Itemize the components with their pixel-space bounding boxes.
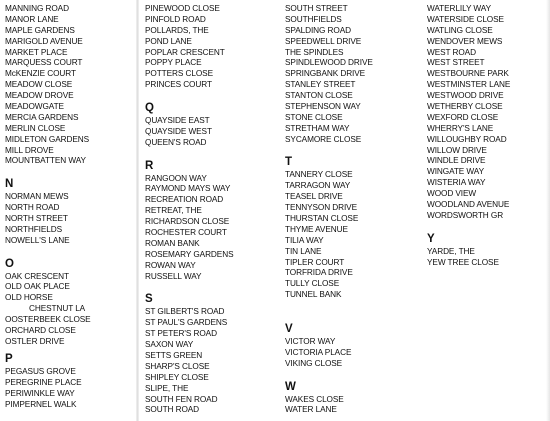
- street-name-entry: NORTH STREET: [5, 213, 68, 224]
- street-name-entry: MANOR LANE: [5, 13, 59, 24]
- street-name-entry: SOUTH ROAD: [145, 404, 200, 415]
- street-name-entry: VIKING CLOSE: [285, 357, 343, 368]
- street-name-entry: RETREAT, THE: [145, 205, 202, 216]
- street-name-entry: WATERLILY WAY: [427, 3, 492, 13]
- street-name-entry: RAYMOND MAYS WAY: [145, 183, 231, 194]
- street-name-entry: ST PAUL'S GARDENS: [145, 317, 228, 328]
- index-column-3: [285, 3, 425, 415]
- street-name-entry: ST GILBERT'S ROAD: [145, 306, 225, 317]
- street-name-entry: SPALDING ROAD: [285, 24, 351, 35]
- section-letter-heading: Q: [145, 102, 154, 115]
- street-name-entry: RANGOON WAY: [145, 172, 207, 183]
- street-name-entry: WAKES CLOSE: [285, 393, 344, 404]
- street-name-entry: WOOD VIEW: [427, 188, 477, 199]
- section-spacer: [285, 145, 425, 156]
- street-name-entry: WEXFORD CLOSE: [427, 111, 499, 122]
- street-name-entry: ST PETER'S ROAD: [145, 328, 217, 339]
- street-name-entry: TANNERY CLOSE: [285, 169, 353, 180]
- street-name-entry: WESTMINSTER LANE: [427, 79, 511, 90]
- section-spacer: [145, 148, 283, 159]
- street-name-entry: MERLIN CLOSE: [5, 122, 66, 133]
- street-name-entry: MILL DROVE: [5, 144, 54, 155]
- street-name-entry: WISTERIA WAY: [427, 177, 486, 188]
- section-letter-heading: O: [5, 257, 14, 270]
- street-name-entry: McKENZIE COURT: [5, 68, 76, 79]
- street-name-entry: TORFRIDA DRIVE: [285, 267, 353, 278]
- street-name-entry: RECREATION ROAD: [145, 194, 224, 205]
- street-name-entry: TARRAGON WAY: [285, 180, 351, 191]
- index-column-2: [145, 3, 283, 415]
- street-name-entry: MEADOWGATE: [5, 101, 64, 112]
- street-name-entry: PERIWINKLE WAY: [5, 387, 75, 398]
- street-name-entry: WINDLE DRIVE: [427, 155, 486, 166]
- section-letter-heading: R: [145, 159, 154, 172]
- street-name-entry: STRETHAM WAY: [285, 122, 350, 133]
- section-spacer: [285, 300, 425, 311]
- street-name-entry: THYME AVENUE: [285, 223, 348, 234]
- street-name-entry: THURSTAN CLOSE: [285, 213, 359, 224]
- street-name-entry: TENNYSON DRIVE: [285, 202, 357, 213]
- section-spacer: [5, 166, 140, 177]
- street-name-entry: WHERRY'S LANE: [427, 122, 494, 133]
- street-name-entry: MIDLETON GARDENS: [5, 133, 90, 144]
- street-name-entry: WESTWOOD DRIVE: [427, 90, 504, 101]
- section-letter-heading: N: [5, 178, 14, 191]
- street-name-entry: POND LANE: [145, 35, 192, 46]
- street-name-entry: CHESTNUT LA: [29, 303, 86, 314]
- street-name-entry: PEGASUS GROVE: [5, 365, 76, 376]
- section-spacer: [145, 281, 283, 292]
- street-name-entry: MARKET PLACE: [5, 46, 68, 57]
- section-letter-heading: P: [5, 352, 13, 365]
- street-name-entry: SOUTH STREET: [285, 3, 348, 13]
- street-name-entry: NORMAN MEWS: [5, 191, 69, 202]
- street-name-entry: TIPLER COURT: [285, 256, 345, 267]
- street-name-entry: TIN LANE: [285, 245, 322, 256]
- street-name-entry: STONE CLOSE: [285, 111, 343, 122]
- index-column-1: [5, 3, 140, 409]
- street-name-entry: SYCAMORE CLOSE: [285, 133, 362, 144]
- street-name-entry: WINGATE WAY: [427, 166, 484, 177]
- street-name-entry: MERCIA GARDENS: [5, 111, 79, 122]
- street-name-entry: TUNNEL BANK: [285, 289, 342, 300]
- section-letter-heading: T: [285, 156, 293, 169]
- street-name-entry: POPPY PLACE: [145, 57, 202, 68]
- street-name-entry: RICHARDSON CLOSE: [145, 216, 230, 227]
- street-name-entry: NORTHFIELDS: [5, 223, 63, 234]
- street-name-entry: QUAYSIDE WEST: [145, 125, 212, 136]
- street-name-entry: OLD OAK PLACE: [5, 281, 70, 292]
- street-name-entry: MOUNTBATTEN WAY: [5, 155, 86, 166]
- street-name-entry: MEADOW CLOSE: [5, 79, 73, 90]
- street-name-entry: PINEWOOD CLOSE: [145, 3, 220, 13]
- street-name-entry: ROCHESTER COURT: [145, 227, 227, 238]
- section-spacer: [285, 311, 425, 322]
- street-name-entry: WEST STREET: [427, 57, 485, 68]
- street-name-entry: MARQUESS COURT: [5, 57, 83, 68]
- street-name-entry: OOSTERBEEK CLOSE: [5, 314, 91, 325]
- street-name-entry: SAXON WAY: [145, 339, 194, 350]
- section-spacer: [145, 90, 283, 101]
- street-name-entry: POPLAR CRESCENT: [145, 46, 225, 57]
- street-name-entry: SOUTH FEN ROAD: [145, 393, 218, 404]
- street-name-entry: YARDE, THE: [427, 245, 475, 256]
- street-name-entry: SPEEDWELL DRIVE: [285, 35, 362, 46]
- street-name-entry: WEST ROAD: [427, 46, 476, 57]
- street-name-entry: TULLY CLOSE: [285, 278, 340, 289]
- street-name-entry: WILLOUGHBY ROAD: [427, 133, 507, 144]
- street-name-entry: WESTBOURNE PARK: [427, 68, 509, 79]
- street-name-entry: POLLARDS, THE: [145, 24, 209, 35]
- street-name-entry: WATERSIDE CLOSE: [427, 13, 504, 24]
- street-name-entry: ROWAN WAY: [145, 259, 196, 270]
- street-name-entry: QUEEN'S ROAD: [145, 136, 207, 147]
- street-name-entry: WETHERBY CLOSE: [427, 101, 503, 112]
- street-name-entry: YEW TREE CLOSE: [427, 256, 499, 267]
- index-column-4: [427, 3, 547, 267]
- section-letter-heading: S: [145, 293, 153, 306]
- street-name-entry: THE SPINDLES: [285, 46, 344, 57]
- street-name-entry: WATER LANE: [285, 404, 337, 415]
- street-name-entry: TILIA WAY: [285, 234, 324, 245]
- street-name-entry: RUSSELL WAY: [145, 270, 202, 281]
- street-name-entry: WATLING CLOSE: [427, 24, 493, 35]
- street-name-entry: SETTS GREEN: [145, 349, 203, 360]
- street-name-entry: NOWELL'S LANE: [5, 234, 70, 245]
- street-name-entry: VICTORIA PLACE: [285, 346, 352, 357]
- street-name-entry: TEASEL DRIVE: [285, 191, 343, 202]
- street-name-entry: STANTON CLOSE: [285, 90, 353, 101]
- street-name-entry: NORTH ROAD: [5, 202, 60, 213]
- street-name-entry: WILLOW DRIVE: [427, 144, 487, 155]
- street-name-entry: VICTOR WAY: [285, 335, 336, 346]
- street-name-entry: OSTLER DRIVE: [5, 335, 65, 346]
- street-name-entry: MAPLE GARDENS: [5, 24, 75, 35]
- section-spacer: [427, 221, 547, 232]
- street-name-entry: MEADOW DROVE: [5, 90, 74, 101]
- section-spacer: [285, 369, 425, 380]
- street-name-entry: PINFOLD ROAD: [145, 13, 206, 24]
- street-name-entry: SOUTHFIELDS: [285, 13, 342, 24]
- street-name-entry: OLD HORSE: [5, 292, 53, 303]
- street-name-entry: ROSEMARY GARDENS: [145, 248, 234, 259]
- street-name-entry: MARIGOLD AVENUE: [5, 35, 83, 46]
- street-name-entry: ORCHARD CLOSE: [5, 325, 76, 336]
- street-name-entry: WOODLAND AVENUE: [427, 199, 510, 210]
- section-letter-heading: V: [285, 322, 293, 335]
- street-name-entry: SHARP'S CLOSE: [145, 360, 210, 371]
- street-name-entry: WENDOVER MEWS: [427, 35, 503, 46]
- street-name-entry: SHIPLEY CLOSE: [145, 371, 209, 382]
- section-letter-heading: W: [285, 380, 296, 393]
- street-name-entry: STEPHENSON WAY: [285, 101, 361, 112]
- street-name-entry: OAK CRESCENT: [5, 270, 69, 281]
- street-name-entry: POTTERS CLOSE: [145, 68, 213, 79]
- street-name-entry: WORDSWORTH GR: [427, 209, 504, 220]
- street-name-entry: ROMAN BANK: [145, 237, 200, 248]
- street-name-entry: MANNING ROAD: [5, 3, 69, 13]
- street-name-entry: SLIPE, THE: [145, 382, 189, 393]
- street-name-entry: QUAYSIDE EAST: [145, 115, 210, 126]
- street-name-entry: PEREGRINE PLACE: [5, 376, 82, 387]
- street-name-entry: STANLEY STREET: [285, 79, 356, 90]
- street-name-entry: SPRINGBANK DRIVE: [285, 68, 366, 79]
- street-name-entry: SPINDLEWOOD DRIVE: [285, 57, 373, 68]
- street-name-entry: PIMPERNEL WALK: [5, 398, 77, 409]
- section-letter-heading: Y: [427, 232, 435, 245]
- street-name-entry: PRINCES COURT: [145, 79, 212, 90]
- section-spacer: [5, 246, 140, 257]
